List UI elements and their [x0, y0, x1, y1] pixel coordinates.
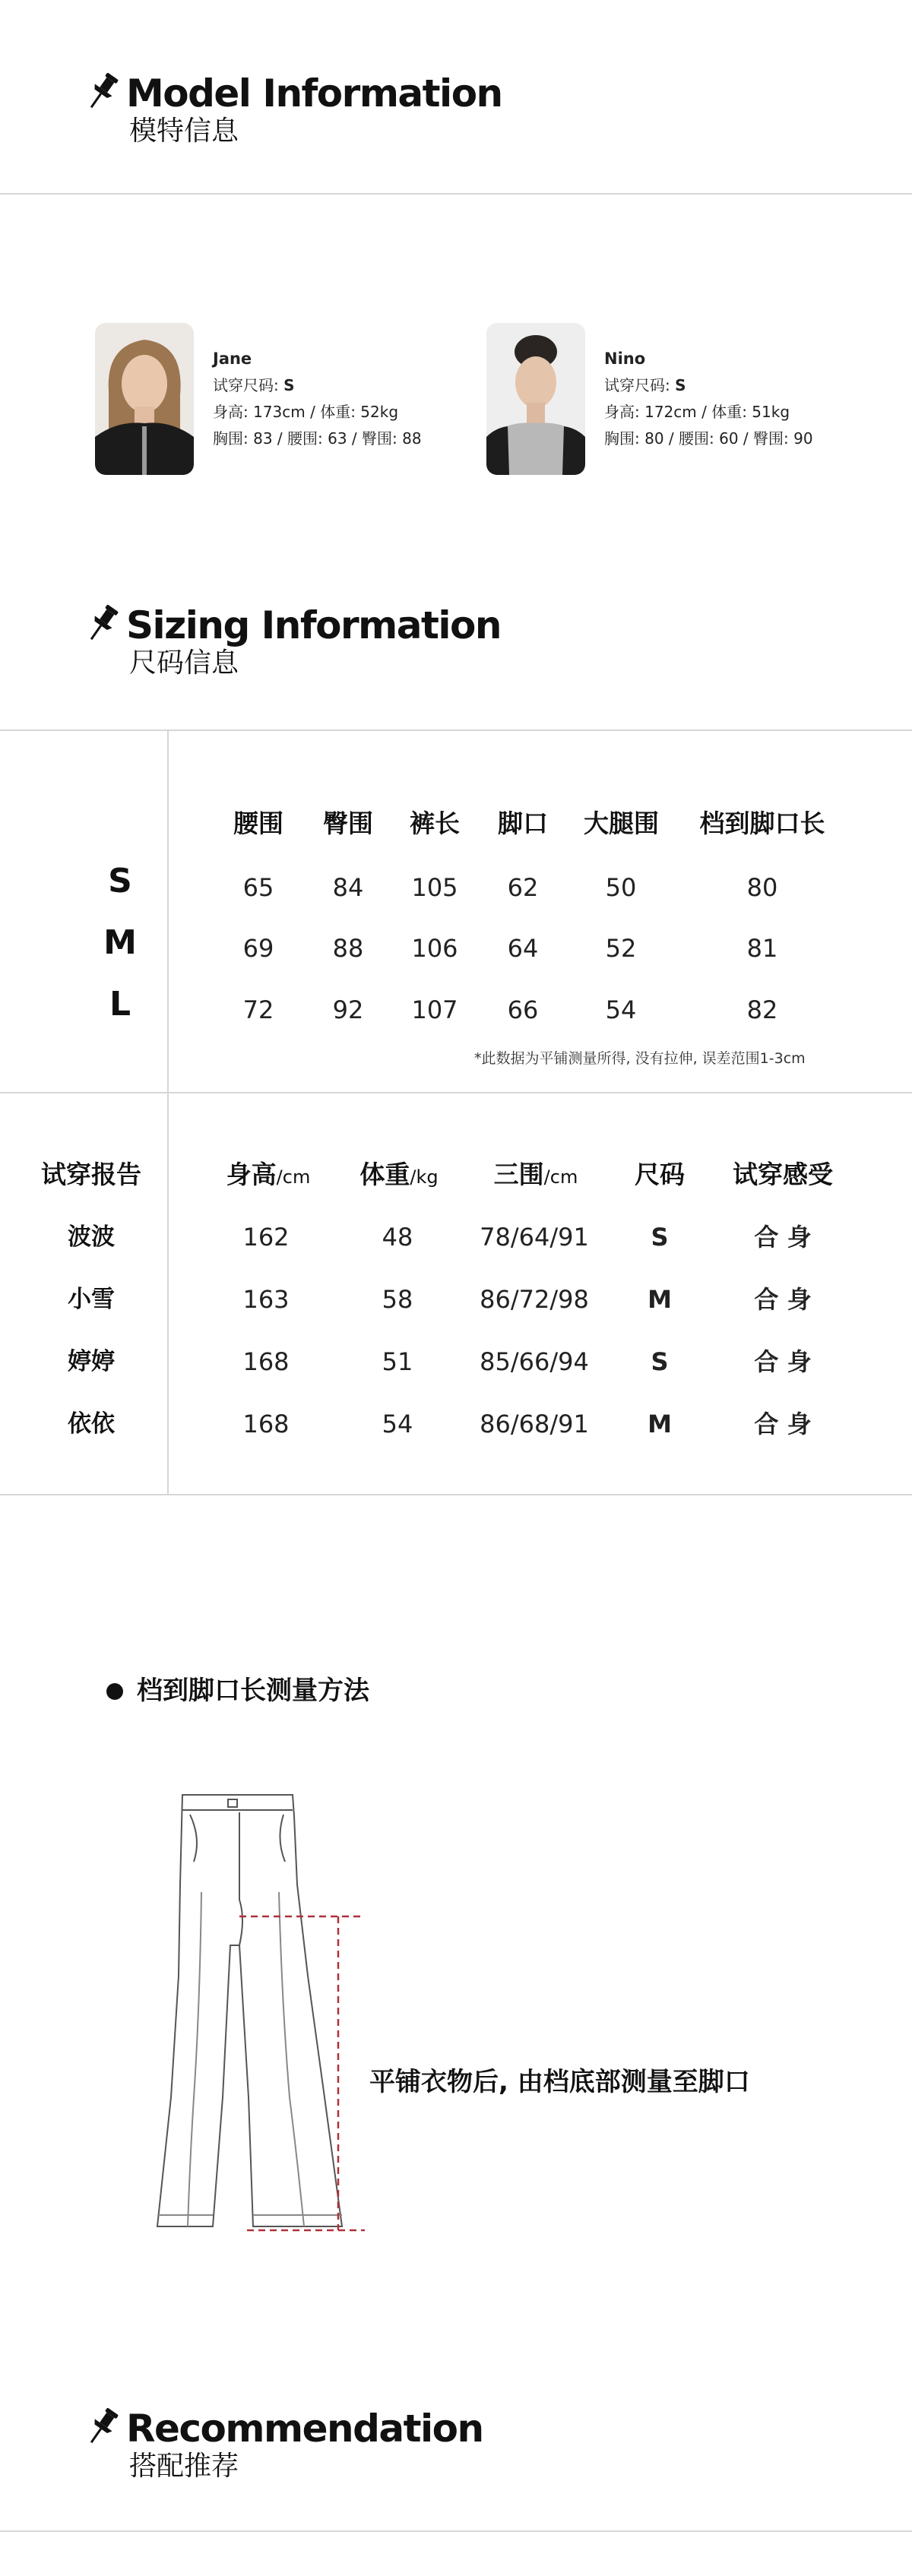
model-photo: [95, 323, 194, 475]
model-measurements: 胸围: 80 / 腰围: 60 / 臀围: 90: [604, 429, 813, 448]
fit-cell-size: M: [648, 1285, 672, 1314]
size-cell: 52: [605, 934, 637, 963]
pants-diagram: [148, 1778, 376, 2249]
size-cell: 92: [332, 995, 364, 1024]
fit-cell: 48: [382, 1223, 413, 1252]
fit-table-header: [334, 1158, 464, 1194]
size-table-header: 裤长: [410, 809, 460, 838]
fit-table-header: [471, 1158, 600, 1194]
tester-name: 婷婷: [68, 1348, 115, 1375]
size-table-header: 脚口: [498, 809, 548, 838]
fit-cell-feel: 合 身: [754, 1410, 812, 1438]
model-size-label: 试穿尺码:: [213, 376, 279, 394]
fit-cell: 86/68/91: [480, 1410, 589, 1438]
size-label: S: [108, 862, 132, 900]
header-text: 身高: [226, 1160, 277, 1189]
size-cell: 88: [332, 934, 364, 963]
size-cell: 81: [746, 934, 778, 963]
size-label: L: [109, 985, 131, 1024]
divider: [0, 729, 912, 731]
section-title-en: Recommendation: [126, 2407, 483, 2451]
measurement-method-description: 平铺衣物后, 由档底部测量至脚口: [369, 2067, 750, 2097]
fit-cell: 58: [382, 1285, 413, 1314]
model-size: S: [283, 376, 295, 394]
model-name: Jane: [213, 350, 252, 368]
fit-cell-feel: 合 身: [754, 1347, 812, 1376]
table-divider: [167, 731, 169, 1495]
model-height-weight: 身高: 172cm / 体重: 51kg: [604, 403, 790, 421]
size-label: M: [103, 923, 137, 962]
size-cell: 106: [411, 934, 458, 963]
size-table-header: 腰围: [233, 809, 283, 838]
pushpin-icon: [85, 70, 120, 112]
fit-table-header: [204, 1158, 333, 1194]
header-text: 体重: [359, 1160, 410, 1189]
section-title-en: Sizing Information: [126, 603, 501, 647]
section-title-cn: 模特信息: [129, 116, 239, 147]
header-unit: /cm: [543, 1166, 578, 1188]
fit-cell: 163: [242, 1285, 290, 1314]
fit-cell: 168: [242, 1410, 290, 1438]
fit-cell: 51: [382, 1347, 413, 1376]
model-size: S: [675, 376, 686, 394]
size-table-header: 大腿围: [584, 809, 659, 838]
measurement-method-title: 档到脚口长测量方法: [137, 1676, 369, 1706]
header-unit: /cm: [276, 1166, 311, 1188]
fit-cell: 168: [242, 1347, 290, 1376]
size-cell: 65: [242, 873, 274, 902]
size-cell: 105: [411, 873, 458, 902]
fit-cell: 86/72/98: [480, 1285, 589, 1314]
fit-report-label: 试穿报告: [41, 1160, 141, 1189]
size-cell: 80: [746, 873, 778, 902]
tester-name: 小雪: [68, 1286, 115, 1313]
size-cell: 54: [605, 995, 637, 1024]
size-table-header: 臀围: [323, 809, 373, 838]
section-title-cn: 尺码信息: [129, 647, 239, 679]
size-cell: 69: [242, 934, 274, 963]
fit-cell: 162: [242, 1223, 290, 1252]
section-title-cn: 搭配推荐: [129, 2451, 239, 2482]
size-cell: 66: [507, 995, 539, 1024]
fit-cell: 54: [382, 1410, 413, 1438]
fit-cell: 78/64/91: [480, 1223, 589, 1252]
size-table-header: 档到脚口长: [699, 809, 825, 838]
bullet-icon: [106, 1683, 123, 1700]
model-name: Nino: [604, 350, 646, 368]
fit-cell-size: S: [651, 1347, 669, 1376]
fit-cell-feel: 合 身: [754, 1223, 812, 1252]
model-size-label: 试穿尺码:: [604, 376, 670, 394]
size-cell: 62: [507, 873, 539, 902]
size-cell: 72: [242, 995, 274, 1024]
pushpin-icon: [85, 2405, 120, 2448]
divider: [0, 2530, 912, 2532]
size-cell: 64: [507, 934, 539, 963]
size-cell: 82: [746, 995, 778, 1024]
header-unit: /kg: [410, 1166, 439, 1188]
header-text: 尺码: [635, 1160, 685, 1189]
pushpin-icon: [85, 602, 120, 644]
fit-cell-size: S: [651, 1223, 669, 1252]
size-cell: 107: [411, 995, 458, 1024]
tester-name: 依依: [68, 1410, 115, 1438]
fit-cell: 85/66/94: [480, 1347, 589, 1376]
model-info: [213, 346, 422, 452]
fit-table-header: [614, 1158, 705, 1194]
divider: [0, 193, 912, 195]
header-text: 试穿感受: [733, 1160, 833, 1189]
fit-table-header: [714, 1158, 851, 1194]
model-height-weight: 身高: 173cm / 体重: 52kg: [213, 403, 399, 421]
size-table-note: *此数据为平铺测量所得, 没有拉伸, 误差范围1-3cm: [474, 1050, 806, 1067]
model-photo: [486, 323, 585, 475]
model-measurements: 胸围: 83 / 腰围: 63 / 臀围: 88: [213, 429, 422, 448]
divider: [0, 1092, 912, 1093]
header-text: 三围: [493, 1160, 544, 1189]
size-cell: 50: [605, 873, 637, 902]
model-info: [604, 346, 813, 452]
section-title-en: Model Information: [126, 71, 502, 116]
tester-name: 波波: [68, 1223, 115, 1251]
model-size-line: [213, 372, 422, 399]
fit-cell-size: M: [648, 1410, 672, 1438]
size-cell: 84: [332, 873, 364, 902]
model-size-line: [604, 372, 813, 399]
divider: [0, 1494, 912, 1495]
fit-cell-feel: 合 身: [754, 1285, 812, 1314]
